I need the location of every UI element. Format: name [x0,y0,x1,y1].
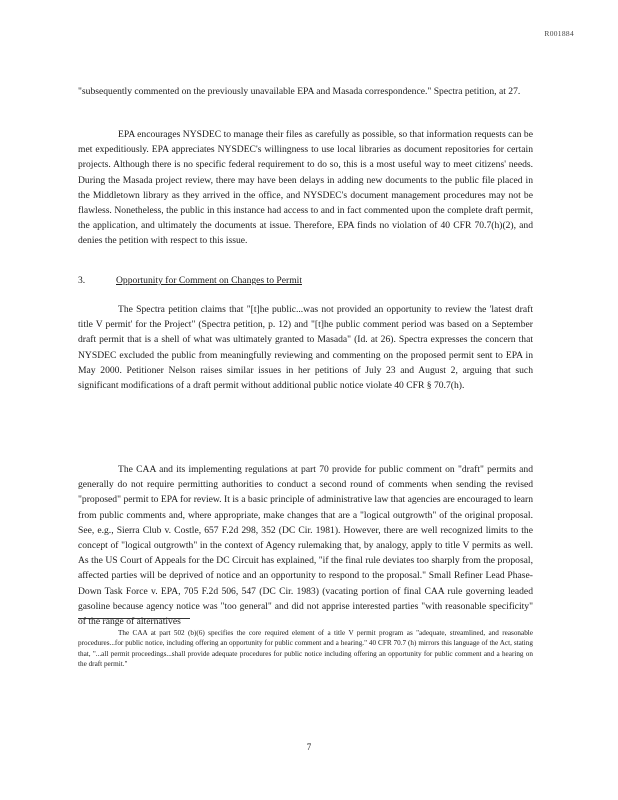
paragraph-continuation: "subsequently commented on the previously unavailable EPA and Masada correspondence." Spectra petition, at 27. [78,86,521,97]
document-code: R001884 [544,29,574,38]
paragraph-file-management: EPA encourages NYSDEC to manage their files as carefully as possible, so that information requests can be met expeditiously. EPA appreciates NYSDEC's willingness to use local libraries as document repositories for certain projects. Although there is no specific federal requirement to do so, this is a most useful way to meet citizens' needs. During the Masada project review, there may have been delays in adding new documents to the public file placed in the Middletown library as they arrived in the office, and NYSDEC's document management procedures may not be flawless. Nonetheless, the public in this instance had access to and in fact commented upon the complete draft permit, the application, and ultimately the documents at issue. Therefore, EPA finds no violation of 40 CFR 70.7(h)(2), and denies the petition with respect to this issue. [78,129,533,247]
section-heading [78,273,533,288]
footnote-text: The CAA at part 502 (b)(6) specifies the core required element of a title V permit program as "adequate, streamlined, and reasonable procedures...for public notice, including offering an opportunity for public comment and a hearing." 40 CFR 70.7 (h) mirrors this language of the Act, stating that, "...all permit proceedings...shall provide adequate procedures for public notice including offering an opportunity for public comment and a hearing on the draft permit." [78,629,533,668]
footnote-divider [78,618,190,619]
section-title: Opportunity for Comment on Changes to Permit [116,275,302,286]
paragraph-spectra-claims: The Spectra petition claims that "[t]he public...was not provided an opportunity to review the 'latest draft title V permit' for the Project" (Spectra petition, p. 12) and "[t]he public comment period was based on a September draft permit that is a shell of what was ultimately granted to Masada" (Id. at 26). Spectra expresses the concern that NYSDEC excluded the public from meaningfully reviewing and commenting on the proposed permit sent to EPA in May 2000. Petitioner Nelson raises similar issues in her petitions of July 23 and August 2, arguing that such significant modifications of a draft permit without additional public notice violate 40 CFR § 70.7(h). [78,304,533,392]
paragraph-caa-regulations: The CAA and its implementing regulations at part 70 provide for public comment on "draft" permits and generally do not require permitting authorities to conduct a second round of comments when sending the revised "proposed" permit to EPA for review. It is a basic principle of administrative law that agencies are encouraged to learn from public comments and, where appropriate, make changes that are a "logical outgrowth" of the original proposal. See, e.g., Sierra Club v. Costle, 657 F.2d 298, 352 (DC Cir. 1981). However, there are well recognized limits to the concept of "logical outgrowth" in the context of Agency rulemaking that, by analogy, apply to title V permits as well. As the US Court of Appeals for the DC Circuit has explained, "if the final rule deviates too sharply from the proposal, affected parties will be deprived of notice and an opportunity to respond to the proposal." Small Refiner Lead Phase-Down Task Force v. EPA, 705 F.2d 506, 547 (DC Cir. 1983) (vacating portion of final CAA rule governing leaded gasoline because agency notice was "too general" and did not apprise interested parties "with reasonable specificity" of the range of alternatives [78,464,533,628]
section-number: 3. [78,275,86,286]
page-number: 7 [306,742,312,752]
